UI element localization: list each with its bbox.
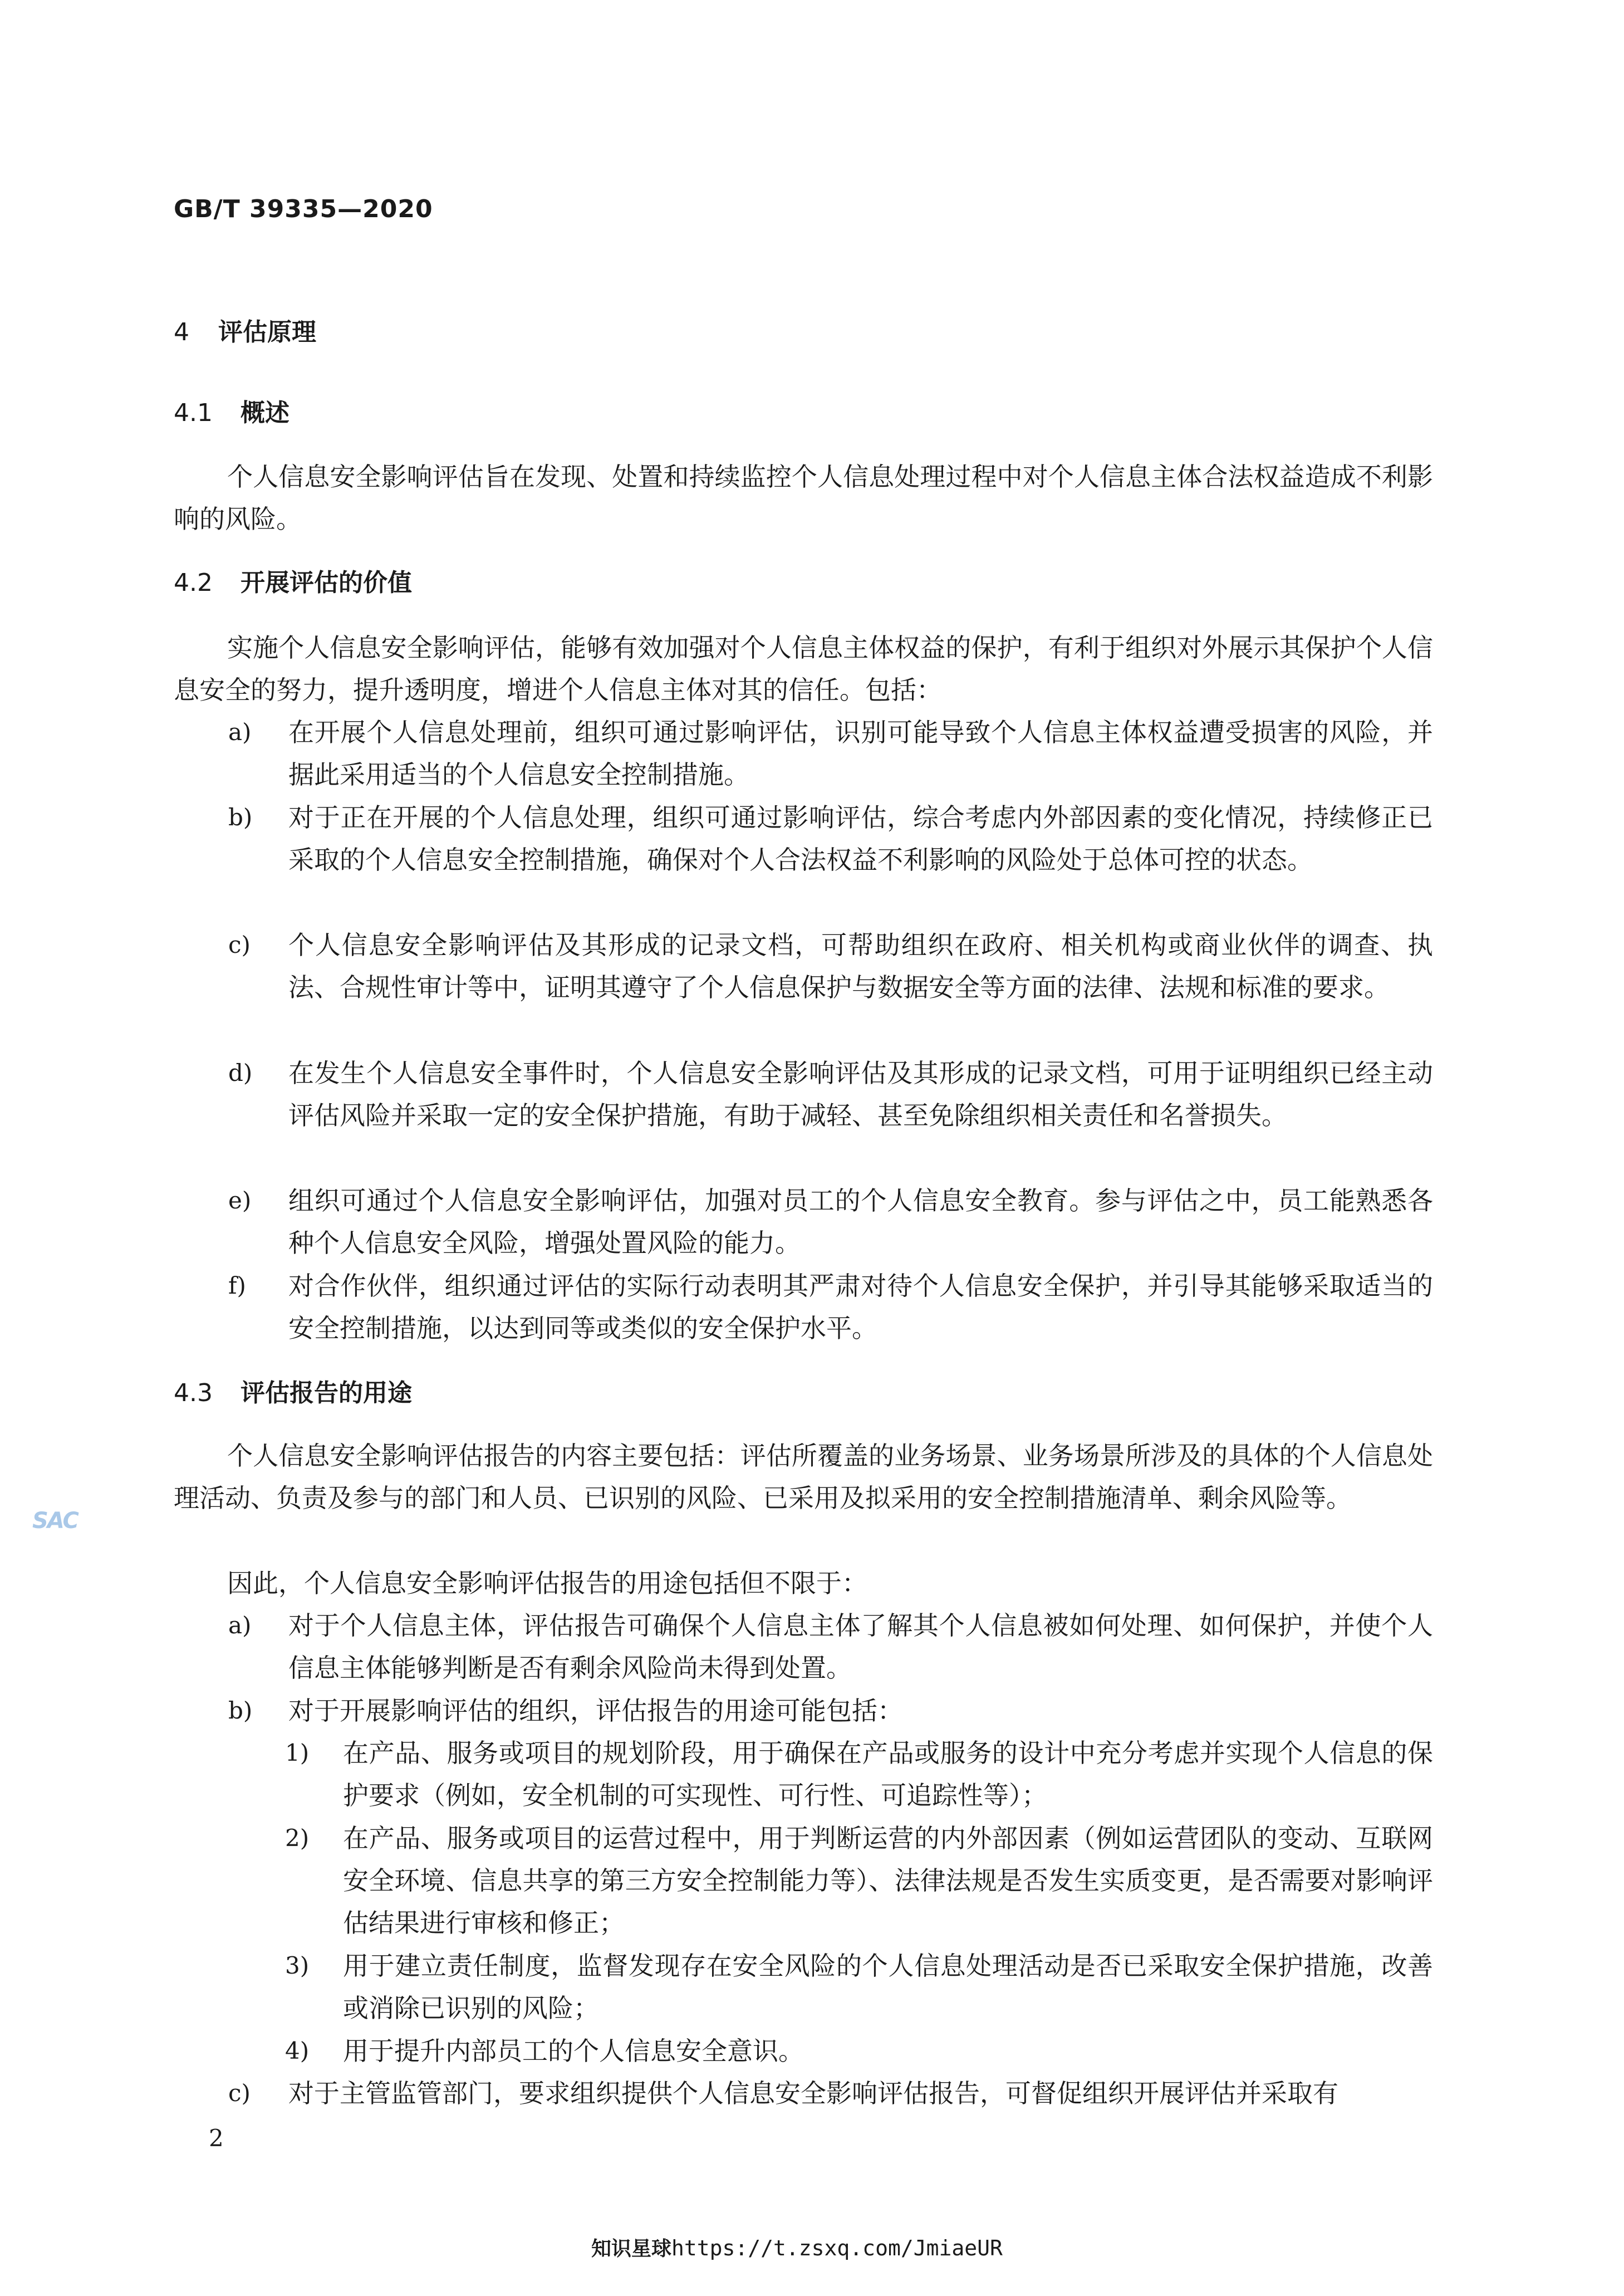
page-number: 2 <box>209 2124 224 2152</box>
section-title: 概述 <box>241 399 290 427</box>
list-item <box>228 2072 1433 2114</box>
section-title: 开展评估的价值 <box>241 569 412 597</box>
list-marker: 3) <box>285 1952 310 1979</box>
list-item-text: 在产品、服务或项目的运营过程中，用于判断运营的内外部因素（例如运营团队的变动、互联网安全环境、信息共享的第三方安全控制能力等）、法律法规是否发生实质变更，是否需要对影响评估结果进行审核和修正； <box>343 1823 1433 1938</box>
paragraph: 个人信息安全影响评估报告的内容主要包括：评估所覆盖的业务场景、业务场景所涉及的具体的个人信息处理活动、负责及参与的部门和人员、已识别的风险、已采用及拟采用的安全控制措施清单、剩余风险等。 <box>174 1441 1433 1513</box>
list-marker: d) <box>228 1059 253 1086</box>
list-item-text: 对于主管监管部门，要求组织提供个人信息安全影响评估报告，可督促组织开展评估并采取有 <box>288 2078 1338 2108</box>
list-marker: b) <box>228 804 253 831</box>
list-item-text: 在开展个人信息处理前，组织可通过影响评估，识别可能导致个人信息主体权益遭受损害的风险，并据此采用适当的个人信息安全控制措施。 <box>288 717 1433 790</box>
section-title: 评估报告的用途 <box>241 1379 412 1407</box>
list-marker: 2) <box>285 1824 310 1852</box>
section-4-3-heading <box>174 1373 412 1408</box>
section-number: 4 <box>174 318 189 346</box>
list-marker: b) <box>228 1697 253 1724</box>
section-number: 4.1 <box>174 399 213 427</box>
list-item <box>228 796 1433 881</box>
list-item <box>228 924 1433 1009</box>
list-marker: c) <box>228 931 251 958</box>
list-item <box>228 1179 1433 1264</box>
section-4-heading <box>174 312 316 347</box>
footer-url[interactable]: https://t.zsxq.com/JmiaeUR <box>671 2236 1003 2260</box>
list-item <box>228 1690 1433 1732</box>
footer-link[interactable] <box>591 2233 1003 2261</box>
list-item-text: 对于开展影响评估的组织，评估报告的用途可能包括： <box>288 1696 903 1726</box>
paragraph: 实施个人信息安全影响评估，能够有效加强对个人信息主体权益的保护，有利于组织对外展示其保护个人信息安全的努力，提升透明度，增进个人信息主体对其的信任。包括： <box>174 633 1433 705</box>
section-title: 评估原理 <box>218 318 316 346</box>
list-item-text: 用于提升内部员工的个人信息安全意识。 <box>343 2036 804 2066</box>
list-marker: c) <box>228 2079 251 2107</box>
standard-code: GB/T 39335—2020 <box>174 195 433 223</box>
list-item-text: 个人信息安全影响评估及其形成的记录文档，可帮助组织在政府、相关机构或商业伙伴的调查、执法、合规性审计等中，证明其遵守了个人信息保护与数据安全等方面的法律、法规和标准的要求。 <box>288 930 1433 1002</box>
list-item <box>228 1052 1433 1137</box>
list-item-text: 对合作伙伴，组织通过评估的实际行动表明其严肃对待个人信息安全保护，并引导其能够采取适当的安全控制措施，以达到同等或类似的安全保护水平。 <box>288 1271 1433 1343</box>
footer-lead: 知识星球 <box>591 2238 672 2260</box>
sub-list-item <box>285 1945 1433 2029</box>
list-item <box>228 1604 1433 1689</box>
list-marker: e) <box>228 1187 252 1214</box>
sub-list-item <box>285 1817 1433 1944</box>
list-item-text: 在产品、服务或项目的规划阶段，用于确保在产品或服务的设计中充分考虑并实现个人信息的保护要求（例如，安全机制的可实现性、可行性、可追踪性等）； <box>343 1738 1433 1810</box>
list-item-text: 在发生个人信息安全事件时，个人信息安全影响评估及其形成的记录文档，可用于证明组织已经主动评估风险并采取一定的安全保护措施，有助于减轻、甚至免除组织相关责任和名誉损失。 <box>288 1058 1433 1130</box>
list-item <box>228 1265 1433 1349</box>
sac-logo: SAC <box>32 1508 78 1534</box>
section-number: 4.3 <box>174 1379 213 1407</box>
list-item-text: 对于个人信息主体，评估报告可确保个人信息主体了解其个人信息被如何处理、如何保护，并使个人信息主体能够判断是否有剩余风险尚未得到处置。 <box>288 1610 1433 1683</box>
list-item-text: 对于正在开展的个人信息处理，组织可通过影响评估，综合考虑内外部因素的变化情况，持续修正已采取的个人信息安全控制措施，确保对个人合法权益不利影响的风险处于总体可控的状态。 <box>288 802 1433 875</box>
list-marker: a) <box>228 1612 252 1639</box>
section-4-2-heading <box>174 562 412 598</box>
list-marker: f) <box>228 1272 246 1299</box>
paragraph: 个人信息安全影响评估旨在发现、处置和持续监控个人信息处理过程中对个人信息主体合法权益造成不利影响的风险。 <box>174 462 1433 534</box>
list-marker: 1) <box>285 1739 310 1766</box>
list-item-text: 组织可通过个人信息安全影响评估，加强对员工的个人信息安全教育。参与评估之中，员工能熟悉各种个人信息安全风险，增强处置风险的能力。 <box>288 1186 1433 1258</box>
sub-list-item <box>285 1732 1433 1817</box>
list-marker: a) <box>228 718 252 746</box>
paragraph: 因此，个人信息安全影响评估报告的用途包括但不限于： <box>227 1568 867 1598</box>
section-4-1-heading <box>174 393 290 428</box>
list-marker: 4) <box>285 2037 310 2064</box>
sub-list-item <box>285 2030 1433 2072</box>
list-item <box>228 711 1433 796</box>
list-item-text: 用于建立责任制度，监督发现存在安全风险的个人信息处理活动是否已采取安全保护措施，改善或消除已识别的风险； <box>343 1951 1433 2023</box>
section-number: 4.2 <box>174 569 213 597</box>
